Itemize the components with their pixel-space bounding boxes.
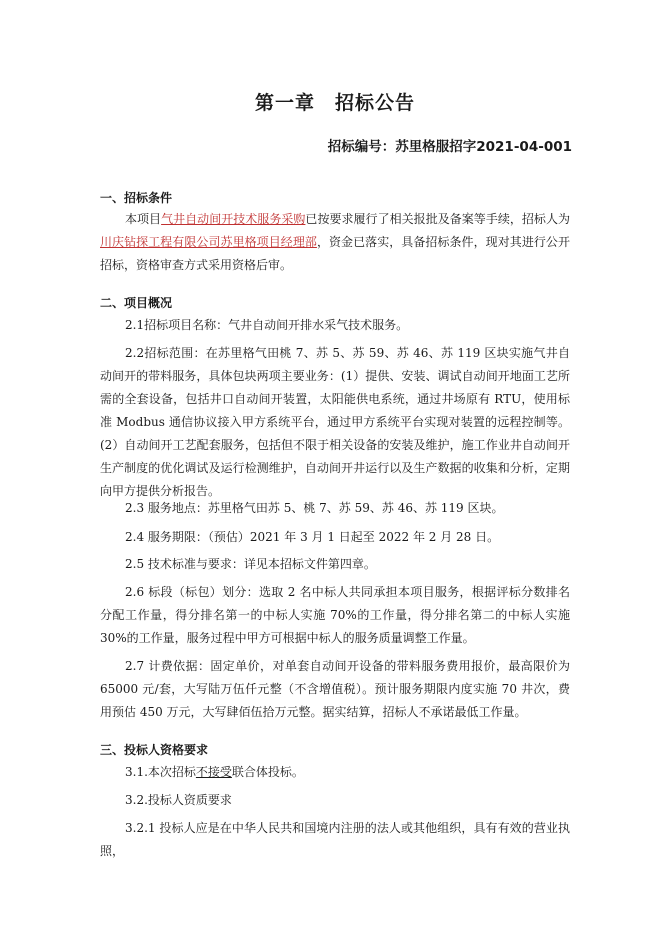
section-1-paragraph: [100, 208, 570, 277]
bid-number: 招标编号：苏里格服招字2021-04-001: [327, 139, 572, 155]
chapter-title: 第一章 招标公告: [254, 92, 415, 114]
underlined-text: 不接受: [195, 765, 232, 779]
paragraph-3-2: 3.2.投标人资质要求: [125, 793, 232, 807]
paragraph-3-1: [100, 761, 570, 784]
text-span: 3.1.本次招标: [125, 765, 196, 779]
tenderer-name-link: 川庆钻探工程有限公司苏里格项目经理部: [100, 235, 317, 249]
section-heading-1: 一、招标条件: [100, 191, 173, 205]
paragraph-2-6: 2.6 标段（标包）划分：选取 2 名中标人共同承担本项目服务，根据评标分数排名分配工作量，得分排名第一的中标人实施 70%的工作量，得分排名第二的中标人实施 30%的工作量，服务过程中甲方可根据中标人的服务质量调整工作量。: [100, 585, 570, 645]
paragraph-2-7: 2.7 计费依据：固定单价，对单套自动间开设备的带料服务费用报价，最高限价为 65000 元/套，大写陆万伍仟元整（不含增值税）。预计服务期限内度实施 70 井次，费用预估 450 万元，大写肆佰伍拾万元整。据实结算，招标人不承诺最低工作量。: [100, 659, 570, 719]
section-heading-2: 二、项目概况: [100, 296, 173, 310]
text-span: 联合体投标。: [231, 765, 304, 779]
paragraph-2-5: 2.5 技术标准与要求：详见本招标文件第四章。: [125, 557, 376, 571]
text-span: 已按要求履行了相关报批及备案等手续，招标人为: [305, 212, 570, 226]
section-heading-3: 三、投标人资格要求: [100, 743, 209, 757]
project-name-link: 气井自动间开技术服务采购: [161, 212, 306, 226]
paragraph-2-1: 2.1招标项目名称：气井自动间开排水采气技术服务。: [125, 318, 409, 332]
text-span: 本项目: [125, 212, 162, 226]
paragraph-2-2: 2.2招标范围：在苏里格气田桃 7、苏 5、苏 59、苏 46、苏 119 区块实施气井自动间开的带料服务，具体包块两项主要业务：(1）提供、安装、调试自动间开地面工艺所需的全套设备，包括井口自动间开装置，太阳能供电系统，通过井场原有 RTU，使用标准 Modbus 通信协议接入甲方系统平台，通过甲方系统平台实现对装置的远程控制等。(2）自动间开工艺配套服务，包括但不限于相关设备的安装及维护，施工作业井自动间开生产制度的优化调试及运行检测维护，自动间开井运行以及生产数据的收集和分析，定期向甲方提供分析报告。: [100, 346, 570, 498]
paragraph-2-4: 2.4 服务期限：（预估）2021 年 3 月 1 日起至 2022 年 2 月 28 日。: [125, 530, 500, 544]
text-span: ，资金已落实，具备招标条件，现对其进行公开招标，资格审查方式采用资格后审。: [100, 235, 570, 272]
paragraph-3-2-1: 3.2.1 投标人应是在中华人民共和国境内注册的法人或其他组织，具有有效的营业执照，: [100, 821, 570, 858]
paragraph-2-3: 2.3 服务地点：苏里格气田苏 5、桃 7、苏 59、苏 46、苏 119 区块。: [125, 501, 504, 515]
